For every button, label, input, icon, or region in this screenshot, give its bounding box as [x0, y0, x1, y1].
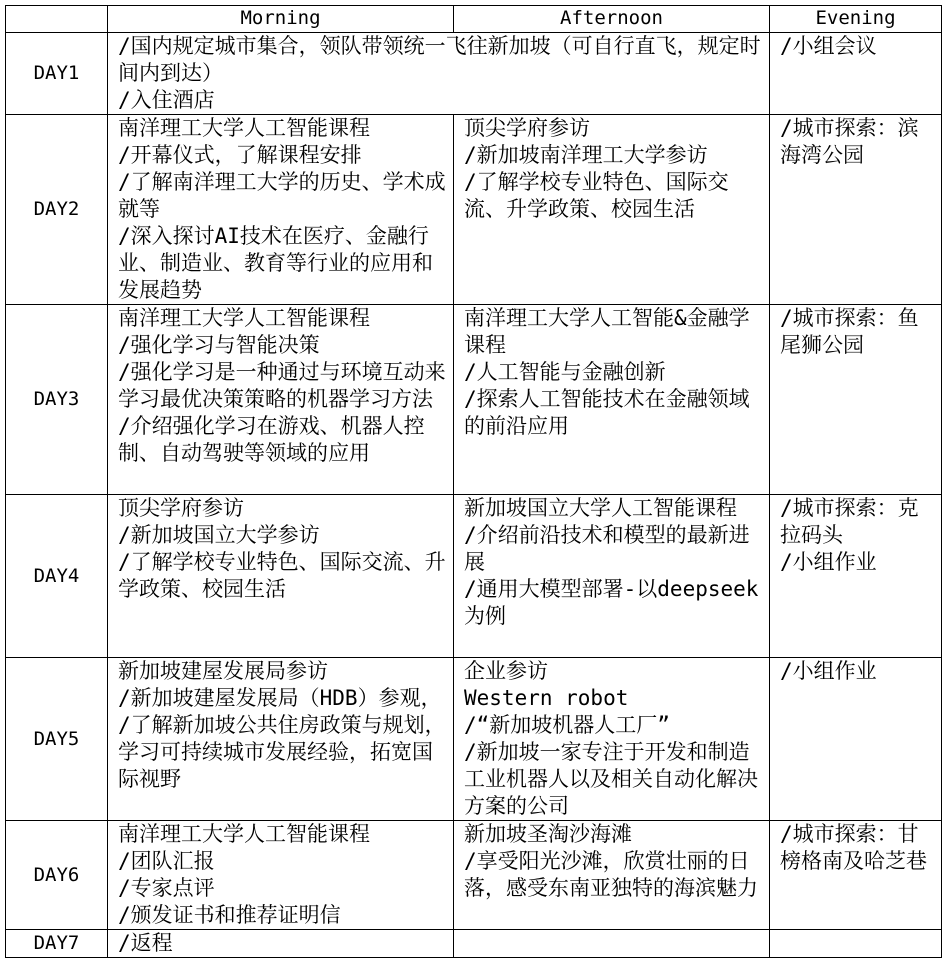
table-row: [6, 33, 942, 115]
cell-line: /强化学习是一种通过与环境互动来学习最优决策策略的机器学习方法: [118, 360, 446, 411]
cell-line: /新加坡一家专注于开发和制造工业机器人以及相关自动化解决方案的公司: [464, 740, 758, 818]
morning-cell: [108, 821, 454, 930]
header-row: [6, 6, 942, 33]
cell-line: /深入探讨AI技术在医疗、金融行业、制造业、教育等行业的应用和发展趋势: [118, 224, 433, 302]
cell-line: /了解南洋理工大学的历史、学术成就等: [118, 170, 446, 221]
cell-line: /入住酒店: [118, 88, 215, 112]
afternoon-cell: [454, 658, 770, 821]
morning-cell: [108, 115, 454, 305]
table-row: [6, 115, 942, 305]
evening-cell: [770, 115, 942, 305]
cell-line: /城市探索：鱼尾狮公园: [780, 306, 919, 357]
afternoon-cell: [454, 305, 770, 495]
evening-cell: [770, 930, 942, 958]
cell-line: 南洋理工大学人工智能课程: [118, 116, 370, 140]
cell-line: /了解学校专业特色、国际交流、升学政策、校园生活: [118, 550, 446, 601]
cell-line: /探索人工智能技术在金融领域的前沿应用: [464, 387, 750, 438]
cell-line: 南洋理工大学人工智能课程: [118, 822, 370, 846]
header-morning: Morning: [108, 6, 454, 33]
itinerary-table: [5, 5, 942, 958]
cell-line: /了解新加坡公共住房政策与规划，学习可持续城市发展经验，拓宽国际视野: [118, 713, 446, 791]
evening-cell: [770, 821, 942, 930]
header-evening: Evening: [770, 6, 942, 33]
day-label: DAY4: [6, 495, 108, 658]
morning-cell: [108, 658, 454, 821]
day-label: DAY3: [6, 305, 108, 495]
header-corner: [6, 6, 108, 33]
cell-line: Western robot: [464, 686, 629, 710]
cell-line: /小组作业: [780, 550, 877, 574]
table-row: [6, 821, 942, 930]
cell-line: /返程: [118, 931, 173, 955]
day-label: DAY6: [6, 821, 108, 930]
afternoon-cell: [454, 821, 770, 930]
cell-line: /小组作业: [780, 659, 877, 683]
table-row: [6, 495, 942, 658]
cell-line: /小组会议: [780, 34, 877, 58]
cell-line: /通用大模型部署-以deepseek为例: [464, 577, 759, 628]
header-afternoon: Afternoon: [454, 6, 770, 33]
cell-line: /团队汇报: [118, 849, 215, 873]
cell-line: /开幕仪式，了解课程安排: [118, 143, 362, 167]
day-label: DAY5: [6, 658, 108, 821]
cell-line: 南洋理工大学人工智能&金融学课程: [464, 306, 750, 357]
cell-line: /人工智能与金融创新: [464, 360, 666, 384]
cell-line: /城市探索：克拉码头: [780, 496, 919, 547]
morning-cell: [108, 930, 454, 958]
table-row: [6, 930, 942, 958]
cell-line: /新加坡南洋理工大学参访: [464, 143, 708, 167]
cell-line: /强化学习与智能决策: [118, 333, 320, 357]
cell-line: /新加坡国立大学参访: [118, 523, 320, 547]
table-row: [6, 658, 942, 821]
cell-line: /国内规定城市集合，领队带领统一飞往新加坡（可自行直飞，规定时间内到达）: [118, 34, 761, 85]
cell-line: 南洋理工大学人工智能课程: [118, 306, 370, 330]
morning-cell: [108, 305, 454, 495]
cell-line: 新加坡圣淘沙海滩: [464, 822, 632, 846]
cell-line: /了解学校专业特色、国际交流、升学政策、校园生活: [464, 170, 729, 221]
cell-line: /新加坡建屋发展局（HDB）参观，: [118, 686, 442, 710]
evening-cell: [770, 33, 942, 115]
table-row: [6, 305, 942, 495]
cell-line: /专家点评: [118, 876, 215, 900]
day-label: DAY1: [6, 33, 108, 115]
afternoon-cell: [454, 495, 770, 658]
cell-line: 新加坡国立大学人工智能课程: [464, 496, 737, 520]
day-label: DAY2: [6, 115, 108, 305]
cell-line: /城市探索：甘榜格南及哈芝巷: [780, 822, 927, 873]
morning-cell: [108, 495, 454, 658]
cell-line: /“新加坡机器人工厂”: [464, 713, 670, 737]
evening-cell: [770, 658, 942, 821]
morning-cell: [108, 33, 770, 115]
cell-line: /介绍前沿技术和模型的最新进展: [464, 523, 750, 574]
cell-line: /城市探索：滨海湾公园: [780, 116, 919, 167]
afternoon-cell: [454, 930, 770, 958]
cell-line: 顶尖学府参访: [118, 496, 244, 520]
cell-line: /享受阳光沙滩，欣赏壮丽的日落，感受东南亚独特的海滨魅力: [464, 849, 758, 900]
evening-cell: [770, 305, 942, 495]
cell-line: /颁发证书和推荐证明信: [118, 903, 341, 927]
cell-line: 企业参访: [464, 659, 548, 683]
cell-line: 新加坡建屋发展局参访: [118, 659, 328, 683]
evening-cell: [770, 495, 942, 658]
afternoon-cell: [454, 115, 770, 305]
cell-line: 顶尖学府参访: [464, 116, 590, 140]
cell-line: /介绍强化学习在游戏、机器人控制、自动驾驶等领域的应用: [118, 414, 425, 465]
day-label: DAY7: [6, 930, 108, 958]
